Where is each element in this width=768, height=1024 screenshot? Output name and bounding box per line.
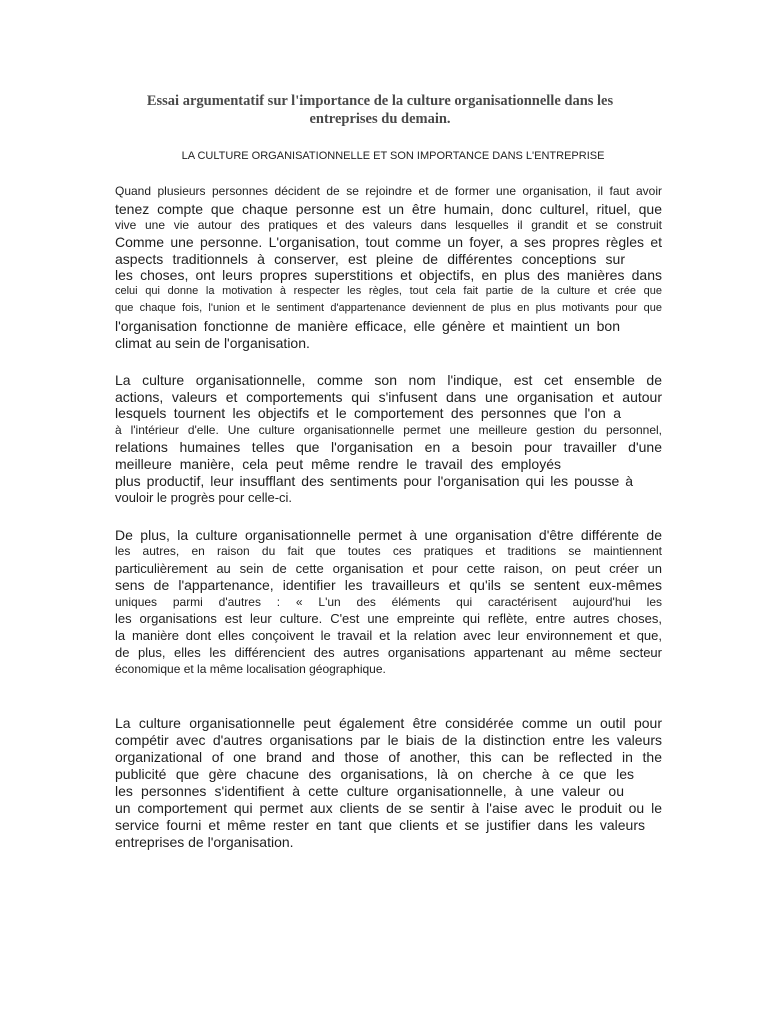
paragraph-2-line-6: meilleure manière, cela peut même rendre le travail des employés [115,456,561,472]
paragraph-1-line-7: celui qui donne la motivation à respecter les règles, tout cela fait partie de la culture et crée que [115,285,662,297]
document-title-line-1: Essai argumentatif sur l'importance de la culture organisationnelle dans les [146,93,614,109]
paragraph-2-line-5: relations humaines telles que l'organisation en a besoin pour travailler d'une [115,439,662,455]
paragraph-3-line-3: particulièrement au sein de cette organisation et pour cette raison, on peut créer un [115,561,662,576]
paragraph-4-line-3: organizational of one brand and those of another, this can be reflected in the [115,749,662,765]
paragraph-4-line-5: les personnes s'identifient à cette culture organisationnelle, à une valeur ou [115,783,624,799]
paragraph-1-line-3: vive une vie autour des pratiques et des valeurs dans lesquelles il grandit et se construit [115,218,662,232]
paragraph-2-line-2: actions, valeurs et comportements qui s'infusent dans une organisation et autour [115,389,662,405]
section-heading: LA CULTURE ORGANISATIONNELLE ET SON IMPORTANCE DANS L'ENTREPRISE [181,150,605,162]
paragraph-4-line-1: La culture organisationnelle peut également être considérée comme un outil pour [115,715,662,731]
paragraph-3-line-8: de plus, elles les différencient des autres organisations appartenant au même secteur [115,645,662,660]
document-title [100,92,660,128]
paragraph-1-line-8: que chaque fois, l'union et le sentiment d'appartenance deviennent de plus en plus motivants pour que [115,302,662,314]
paragraph-2-line-1: La culture organisationnelle, comme son nom l'indique, est cet ensemble de [115,372,662,388]
paragraph-1-line-4: Comme une personne. L'organisation, tout comme un foyer, a ses propres règles et [115,234,662,250]
paragraph-2-line-3: lesquels tournent les objectifs et le comportement des personnes que l'on a [115,405,621,421]
paragraph-1-line-2: tenez compte que chaque personne est un être humain, donc culturel, rituel, que [115,201,662,217]
paragraph-4-line-2: compétir avec d'autres organisations par le biais de la distinction entre les valeurs [115,732,662,748]
paragraph-4-line-6: un comportement qui permet aux clients de se sentir à l'aise avec le produit ou le [115,800,662,816]
paragraph-1-line-9: l'organisation fonctionne de manière efficace, elle génère et maintient un bon [115,318,620,334]
paragraph-2-line-4: à l'intérieur d'elle. Une culture organisationnelle permet une meilleure gestion du personnel, [115,423,662,437]
paragraph-1-line-1: Quand plusieurs personnes décident de se rejoindre et de former une organisation, il faut avoir [115,184,662,198]
paragraph-1-line-6: les choses, ont leurs propres superstitions et objectifs, en plus des manières dans [115,267,662,283]
paragraph-3-line-1: De plus, la culture organisationnelle permet à une organisation d'être différente de [115,527,662,543]
paragraph-3-line-2: les autres, en raison du fait que toutes ces pratiques et traditions se maintiennent [115,544,662,558]
paragraph-4-line-4: publicité que gère chacune des organisations, là on cherche à ce que les [115,766,634,782]
paragraph-4-line-8: entreprises de l'organisation. [115,834,294,850]
paragraph-3-line-4: sens de l'appartenance, identifier les travailleurs et qu'ils se sentent eux-mêmes [115,577,662,593]
paragraph-2-line-7: plus productif, leur insufflant des sentiments pour l'organisation qui les pousse à [115,473,633,489]
paragraph-3-line-6: les organisations est leur culture. C'est une empreinte qui reflète, entre autres choses, [115,611,662,626]
paragraph-4-line-7: service fourni et même rester en tant que clients et se justifier dans les valeurs [115,817,645,833]
paragraph-1-line-5: aspects traditionnels à conserver, est pleine de différentes conceptions sur [115,251,625,267]
paragraph-2-line-8: vouloir le progrès pour celle-ci. [115,490,293,505]
paragraph-1-line-10: climat au sein de l'organisation. [115,335,310,351]
paragraph-3-line-7: la manière dont elles conçoivent le travail et la relation avec leur environnement et que, [115,628,662,643]
paragraph-3-line-9: économique et la même localisation géographique. [115,662,386,676]
document-title-line-2: entreprises du demain. [309,111,451,127]
paragraph-3-line-5: uniques parmi d'autres : « L'un des éléments qui caractérisent aujourd'hui les [115,595,662,609]
